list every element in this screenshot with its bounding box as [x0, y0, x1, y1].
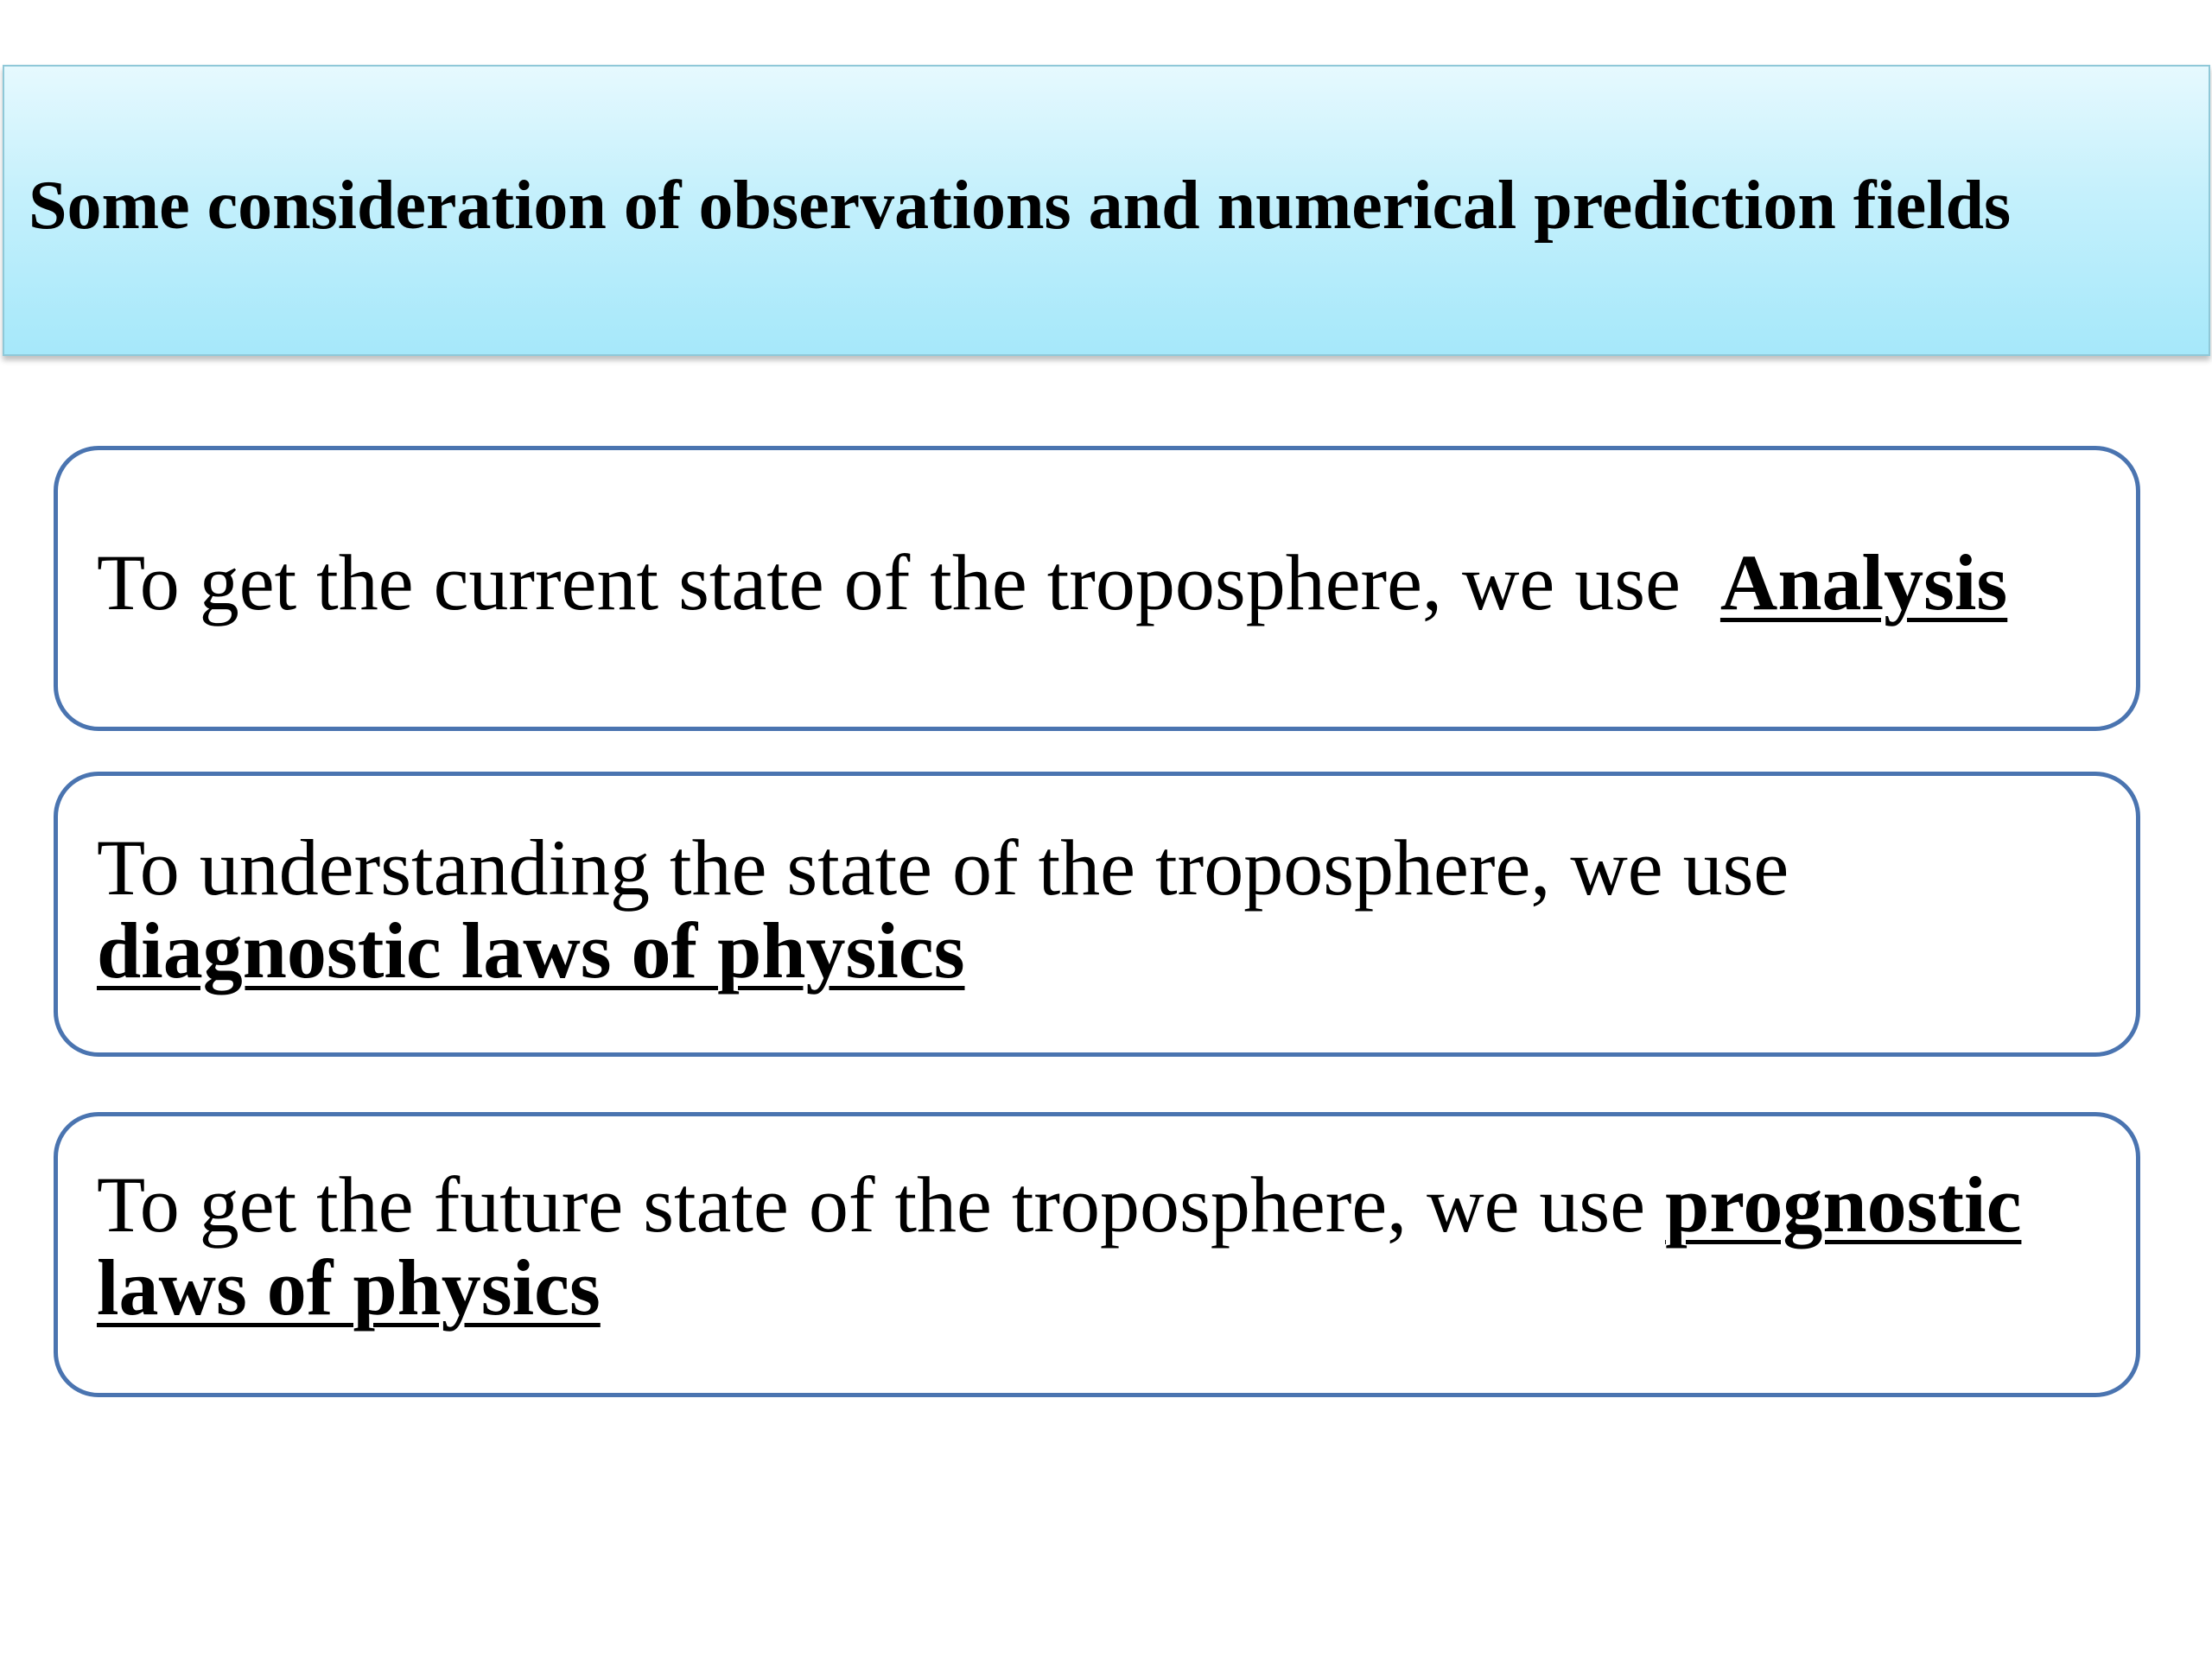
analysis-card — [54, 446, 2140, 731]
title-banner — [3, 65, 2210, 356]
diagnostic-card-lead: To understanding the state of the troposphere, we use — [97, 823, 1789, 912]
slide-title: Some consideration of observations and numerical prediction fields — [29, 167, 2012, 244]
prognostic-card — [54, 1112, 2140, 1397]
analysis-emphasis: Analysis — [1719, 538, 2008, 626]
diagnostic-card — [54, 772, 2140, 1057]
diagnostic-card-text — [97, 823, 1789, 995]
diagnostic-emphasis: diagnostic laws of physics — [97, 906, 965, 995]
prognostic-emphasis: prognostic laws of physics — [97, 1160, 2022, 1332]
prognostic-card-text — [97, 1160, 2101, 1332]
analysis-card-text — [97, 538, 2008, 626]
prognostic-card-lead: To get the future state of the troposphere, we use — [97, 1160, 1646, 1249]
analysis-card-lead: To get the current state of the troposphere, we use — [97, 538, 1681, 626]
